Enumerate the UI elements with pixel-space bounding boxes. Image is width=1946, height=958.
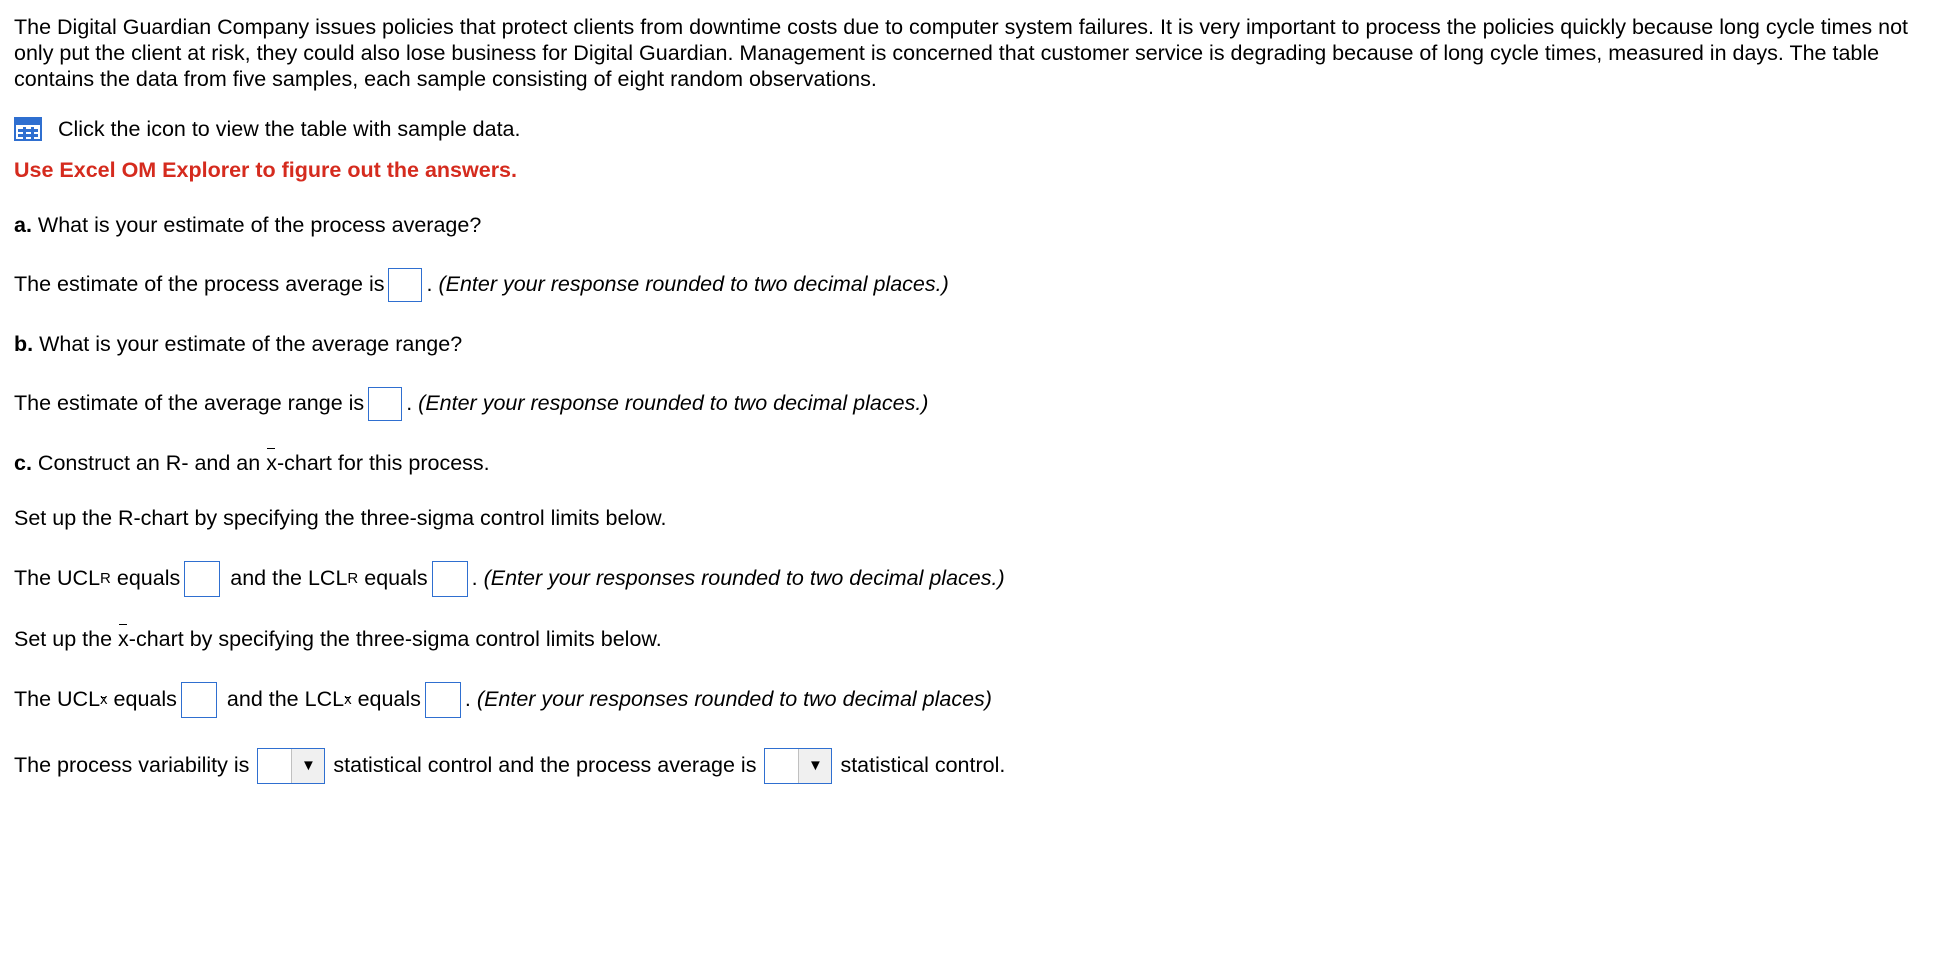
r-chart-instruction: Set up the R-chart by specifying the three-sigma control limits below. (14, 505, 667, 530)
x-ucl-pre: The UCL (14, 687, 101, 712)
table-icon-header (16, 119, 40, 125)
part-c-question-post: -chart for this process. (276, 450, 490, 475)
conclusion-pre: The process variability is (14, 753, 250, 778)
conclusion-post: statistical control. (840, 753, 1006, 778)
x-lcl-pre: and the LCL (226, 687, 345, 712)
x-lcl-mid: equals (357, 687, 421, 712)
r-lcl-mid: equals (364, 566, 428, 591)
part-b-label: b. (14, 331, 34, 356)
r-ucl-pre: The UCL (14, 566, 101, 591)
r-lcl-input[interactable] (432, 561, 468, 597)
table-icon-row-line-1 (18, 129, 38, 132)
table-icon-col-line-1 (23, 127, 26, 139)
x-instruction-pre: Set up the (14, 626, 113, 651)
part-a-answer-input[interactable] (388, 268, 422, 302)
table-icon-caption: Click the icon to view the table with sample data. (58, 116, 521, 141)
conclusion-statement (14, 748, 1932, 784)
chevron-down-icon[interactable]: ▼ (291, 749, 324, 783)
part-b-statement-pre: The estimate of the average range is (14, 391, 365, 416)
table-icon-row-line-2 (18, 134, 38, 137)
chevron-down-icon-2[interactable]: ▼ (798, 749, 831, 783)
table-icon[interactable] (14, 117, 42, 141)
part-b-hint: (Enter your response rounded to two decimal places.) (418, 391, 929, 416)
part-a-question (14, 213, 1932, 238)
r-chart-limits-statement: The UCL R equals and the LCL R equals . (Enter your responses rounded to two decimal places.) (14, 561, 1932, 597)
part-b-statement (14, 387, 1932, 421)
x-instruction-post: -chart by specifying the three-sigma control limits below. (128, 626, 662, 651)
part-b-question-text: What is your estimate of the average range? (39, 331, 463, 356)
part-a-statement (14, 268, 1932, 302)
excel-om-warning: Use Excel OM Explorer to figure out the answers. (14, 157, 517, 182)
table-data-link-row[interactable] (14, 117, 1932, 142)
process-variability-dropdown[interactable] (257, 748, 325, 784)
part-a-label: a. (14, 212, 32, 237)
x-ucl-input[interactable] (181, 682, 217, 718)
problem-intro: The Digital Guardian Company issues policies that protect clients from downtime costs due to computer system failures. It is very important to process the policies quickly because long cycle times not only put the client at risk, they could also lose business for Digital Guardian. Management is concerned that customer service is degrading because of long cycle times, measured in days. The table contains the data from five samples, each sample consisting of eight random observations. (14, 15, 1909, 92)
part-c-label: c. (14, 450, 32, 475)
x-chart-instruction (14, 627, 1932, 652)
process-average-dropdown[interactable] (764, 748, 832, 784)
part-a-hint: (Enter your response rounded to two decimal places.) (438, 272, 949, 297)
x-bar-symbol: x (266, 450, 277, 475)
part-b-question (14, 332, 1932, 357)
x-statement-post: . (464, 687, 471, 712)
part-b-answer-input[interactable] (368, 387, 402, 421)
x-chart-limits-statement: The UCL x equals and the LCL x equals . (Enter your responses rounded to two decimal places) (14, 682, 1932, 718)
r-statement-post: . (471, 566, 478, 591)
r-ucl-mid: equals (116, 566, 181, 591)
conclusion-mid: statistical control and the process average is (333, 753, 757, 778)
part-c-question (14, 451, 1932, 476)
r-lcl-pre: and the LCL (230, 566, 348, 591)
x-lcl-input[interactable] (425, 682, 461, 718)
part-a-statement-pre: The estimate of the process average is (14, 272, 385, 297)
table-icon-col-line-2 (31, 127, 34, 139)
part-b-statement-post: . (406, 391, 413, 416)
part-c-question-pre: Construct an R- and an (37, 450, 261, 475)
x-bar-symbol-instruction: x (118, 626, 129, 651)
part-a-question-text: What is your estimate of the process average? (37, 212, 482, 237)
r-ucl-input[interactable] (184, 561, 220, 597)
r-chart-hint: (Enter your responses rounded to two decimal places.) (483, 566, 1005, 591)
part-a-statement-post: . (426, 272, 433, 297)
x-chart-hint: (Enter your responses rounded to two decimal places) (476, 687, 992, 712)
x-ucl-mid: equals (113, 687, 177, 712)
